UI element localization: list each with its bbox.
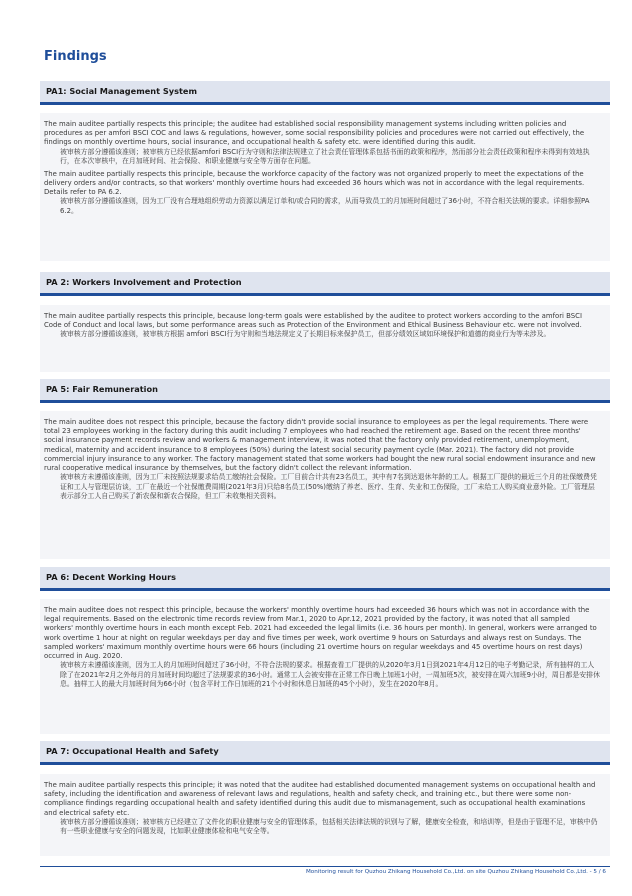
section-title: PA 2: Workers Involvement and Protection	[46, 277, 242, 287]
section-body-pa7	[40, 774, 610, 856]
section-body-pa1	[40, 113, 610, 261]
section-header-pa5	[40, 379, 610, 403]
section-title: PA 5: Fair Remuneration	[46, 384, 158, 394]
section-body-pa6	[40, 599, 610, 734]
section-header-pa2	[40, 272, 610, 296]
finding-text-cn: 被审核方部分遵循该准则；被审核方已经建立了文件化的职业健康与安全的管理体系，包括相关法律法规的识别与了解，健康安全检查，和培训等，但是由于管理不足，审核中仍有一些职业健康与安全的问题发现，比如职业健康体检和电气安全等。	[60, 817, 598, 836]
section-title: PA 6: Decent Working Hours	[46, 572, 177, 582]
section-header-pa1	[40, 81, 610, 105]
finding-text-en: The main auditee partially respects this principle, because long-term goals were established by the auditee to protect workers according to the amfori BSCI Code of Conduct and local laws, but some performance areas such as Protection of the Environment and Ethical Business Behaviour etc. were not involved.	[44, 312, 582, 330]
finding-text-en: The main auditee partially respects this principle; it was noted that the auditee had established documented management systems on occupational health and safety, including the identification and awareness of relevant laws and regulations, health and safety check, and training etc., but there were some non-compliance findings regarding occupational health and safety identified during this audit due to mismanagement, such as occupational health examinations and electrical safety etc.	[44, 781, 596, 817]
section-header-pa6	[40, 567, 610, 591]
section-body-pa5	[40, 411, 610, 559]
finding-text-cn: 被审核方未遵循该准则，因为工人的月加班时间超过了36小时，不符合法规的要求。根据查看工厂提供的从2020年3月1日到2021年4月12日的电子考勤记录，所有抽样的工人除了在2021年2月之外每月的月加班时间均超过了法规要求的36小时。通常工人会被安排在正常工作日晚上加班1小时，一周加班5次，被安排在周六加班9小时，周日都是安排休息。抽样工人的最大月加班时间为66小时（包含平时工作日加班的21个小时和休息日加班的45个小时），发生在2020年8月。	[60, 661, 600, 689]
finding-text-en: The main auditee partially respects this principle, because the workforce capacity of the factory was not organized properly to meet the expectations of the delivery orders and/or contracts, so that workers' monthly overtime hours had exceeded 36 hours which was not in accordance with the legal requirements. Details refer to PA 6.2.	[44, 169, 585, 197]
section-header-pa7	[40, 741, 610, 765]
section-body-pa2	[40, 305, 610, 372]
page-footer: Monitoring result for Quzhou Zhikang Household Co.,Ltd. on site Quzhou Zhikang Household Co.,Ltd. - 5 / 6	[305, 869, 606, 875]
finding-text-cn: 被审核方部分遵循该准则；被审核方已经依据amfori BSCI行为守则和法律法规建立了社会责任管理体系包括书面的政策和程序，然而部分社会责任政策和程序未得到有效地执行，在本次审核中，在月加班时间、社会保险、和职业健康与安全等方面存在问题。	[60, 147, 590, 166]
section-title: PA 7: Occupational Health and Safety	[46, 746, 219, 756]
page-title: Findings	[44, 49, 107, 64]
finding-text-en: The main auditee does not respect this principle, because the factory didn't provide social insurance to employees as per the legal requirements. There were total 23 employees working in the factory during this audit including 7 employees who had reached the retirement age. Based on the recent three months' social insurance payment records review and workers & management interview, it was noted that the factory only provided retirement, unemployment, medical, maternity and accident insurance to 8 employees (50%) during the latest social security payment cycle (Mar. 2021). The factory did not provide commercial injury insurance to any worker. The factory management stated that some workers had bought the new rural social endowment insurance and new rural cooperative medical insurance by themselves, but the factory didn't collect the relevant information.	[44, 418, 596, 473]
finding-text-en: The main auditee partially respects this principle; the auditee had established social responsibility management systems including written policies and procedures as per amfori BSCI COC and laws & regulations, however, some social responsibility policies and procedures were not carried out effectively, the findings on monthly overtime hours, social insurance, and occupational health & safety etc. were identified during this audit.	[44, 120, 585, 147]
finding-text-cn: 被审核方未遵循该准则，因为工厂未按照法规要求给员工缴纳社会保险。工厂目前合计共有23名员工，其中有7名到达退休年龄的工人。根据工厂提供的最近三个月的社保缴费凭证和工人与管理层访谈，工厂在最近一个社保缴费周期(2021年3月)只给8名员工(50%)缴纳了养老、医疗、生育、失业和工伤保险，工厂未给工人购买商业意外险。工厂管理层表示部分工人自己购买了新农保和新农合保险，但工厂未收集相关资料。	[60, 473, 597, 501]
footer-divider	[40, 866, 610, 867]
finding-text-cn: 被审核方部分遵循该准则，被审核方根据 amfori BSCI行为守则和当地法规定义了长期目标来保护员工，但部分绩效区域如环境保护和道德的商业行为等未涉及。	[60, 330, 551, 339]
section-title: PA1: Social Management System	[46, 86, 197, 96]
finding-text-en: The main auditee does not respect this principle, because the workers' monthly overtime hours had exceeded 36 hours which was not in accordance with the legal requirements. Based on the electronic time records review from Mar.1, 2020 to Apr.12, 2021 provided by the factory, it was noted that all sampled workers' monthly overtime hours in each month except Feb. 2021 had exceeded the legal limits (i.e. 36 hours per month). In general, workers were arranged to work overtime 1 hour at night on regular weekdays per day and five times per week, work overtime 9 hours on Saturdays and always rest on Sundays. The sampled workers' maximum monthly overtime hours were 66 hours (including 21 overtime hours on regular weekdays and 45 overtime hours on rest days) occurred in Aug. 2020.	[44, 606, 597, 661]
finding-text-cn: 被审核方部分遵循该准则，因为工厂没有合理地组织劳动力资源以满足订单和/或合同的需求，从而导致员工的月加班时间超过了36小时，不符合相关法规的要求。详细参照PA 6.2。	[60, 197, 590, 215]
